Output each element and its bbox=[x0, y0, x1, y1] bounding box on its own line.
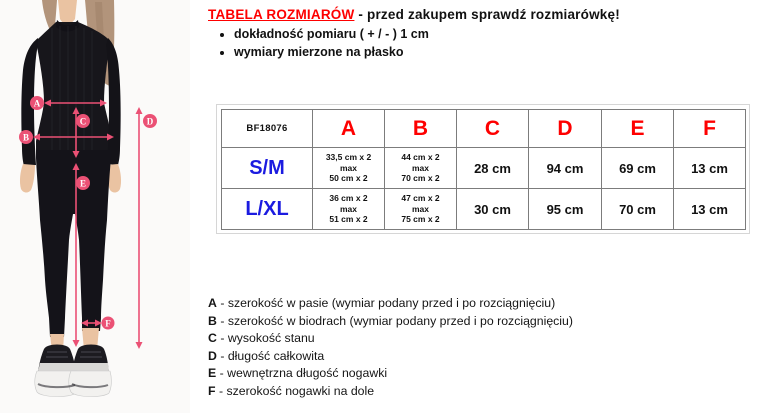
lxl-b-line3: 75 cm x 2 bbox=[401, 214, 440, 225]
marker-b-letter: B bbox=[22, 132, 30, 143]
legend-item-b bbox=[208, 313, 573, 331]
lxl-b-cell bbox=[385, 189, 457, 230]
legend-text-a: - szerokość w pasie (wymiar podany przed i po rozciągnięciu) bbox=[220, 296, 556, 310]
size-row-sm bbox=[222, 148, 746, 189]
legend-key-b: B bbox=[208, 313, 217, 328]
column-header-a: A bbox=[313, 110, 385, 148]
column-header-e: E bbox=[602, 110, 674, 148]
column-header-d: D bbox=[529, 110, 602, 148]
marker-c-letter: C bbox=[79, 116, 87, 127]
legend-item-e bbox=[208, 365, 573, 383]
legend-text-f: - szerokość nogawki na dole bbox=[218, 383, 375, 398]
model-photo bbox=[0, 0, 190, 413]
column-header-c: C bbox=[457, 110, 529, 148]
legend-key-e: E bbox=[208, 366, 217, 380]
lxl-a-cell bbox=[313, 189, 385, 230]
sm-a-line2: max bbox=[339, 162, 357, 173]
sm-b-line2: max bbox=[411, 162, 429, 173]
lxl-a-line1: 36 cm x 2 bbox=[329, 193, 368, 204]
page-title-highlight: TABELA ROZMIARÓW bbox=[208, 7, 355, 22]
legend-key-f: F bbox=[208, 383, 216, 398]
lxl-e-cell: 70 cm bbox=[602, 189, 674, 230]
measurement-legend bbox=[208, 295, 573, 400]
legend-key-a: A bbox=[208, 296, 217, 310]
lxl-a-line2: max bbox=[339, 203, 357, 214]
size-label-sm: S/M bbox=[222, 148, 313, 189]
size-table-frame bbox=[216, 104, 750, 234]
sm-a-cell bbox=[313, 148, 385, 189]
legend-text-e: - wewnętrzna długość nogawki bbox=[219, 366, 388, 380]
sm-b-cell bbox=[385, 148, 457, 189]
bullet-measurement-accuracy: • dokładność pomiaru ( + / - ) 1 cm bbox=[234, 26, 429, 44]
sm-d-cell: 94 cm bbox=[529, 148, 602, 189]
legend-item-f bbox=[208, 383, 573, 401]
legend-key-c: C bbox=[208, 331, 217, 345]
size-table-header-row bbox=[222, 110, 746, 148]
product-code-cell: BF18076 bbox=[222, 110, 313, 148]
sm-e-cell: 69 cm bbox=[602, 148, 674, 189]
size-table bbox=[221, 109, 746, 230]
lxl-d-cell: 95 cm bbox=[529, 189, 602, 230]
legend-item-a bbox=[208, 295, 573, 313]
lxl-f-cell: 13 cm bbox=[674, 189, 746, 230]
column-header-f: F bbox=[674, 110, 746, 148]
lxl-a-line3: 51 cm x 2 bbox=[329, 214, 368, 225]
sm-b-line1: 44 cm x 2 bbox=[401, 152, 440, 163]
page-title bbox=[208, 7, 620, 22]
legend-item-d bbox=[208, 348, 573, 366]
lxl-b-line2: max bbox=[411, 203, 429, 214]
legend-key-d: D bbox=[208, 348, 217, 363]
sm-c-cell: 28 cm bbox=[457, 148, 529, 189]
lxl-c-cell: 30 cm bbox=[457, 189, 529, 230]
lxl-b-line1: 47 cm x 2 bbox=[401, 193, 440, 204]
column-header-b: B bbox=[385, 110, 457, 148]
marker-d-letter: D bbox=[146, 116, 154, 127]
sm-f-cell: 13 cm bbox=[674, 148, 746, 189]
size-label-lxl: L/XL bbox=[222, 189, 313, 230]
legend-text-d: - długość całkowita bbox=[220, 348, 325, 363]
size-row-lxl bbox=[222, 189, 746, 230]
page-title-rest: - przed zakupem sprawdź rozmiarówkę! bbox=[354, 7, 620, 22]
legend-text-c: - wysokość stanu bbox=[220, 331, 315, 345]
legend-text-b: - szerokość w biodrach (wymiar podany przed i po rozciągnięciu) bbox=[220, 313, 573, 328]
marker-a-letter: A bbox=[33, 98, 41, 109]
sm-b-line3: 70 cm x 2 bbox=[401, 173, 440, 184]
marker-f-letter: F bbox=[105, 318, 111, 329]
bullet-measured-flat: • wymiary mierzone na płasko bbox=[234, 44, 429, 62]
sm-a-line1: 33,5 cm x 2 bbox=[325, 152, 372, 163]
legend-item-c bbox=[208, 330, 573, 348]
sm-a-line3: 50 cm x 2 bbox=[329, 173, 368, 184]
intro-bullet-list bbox=[212, 26, 429, 61]
marker-e-letter: E bbox=[79, 178, 87, 189]
